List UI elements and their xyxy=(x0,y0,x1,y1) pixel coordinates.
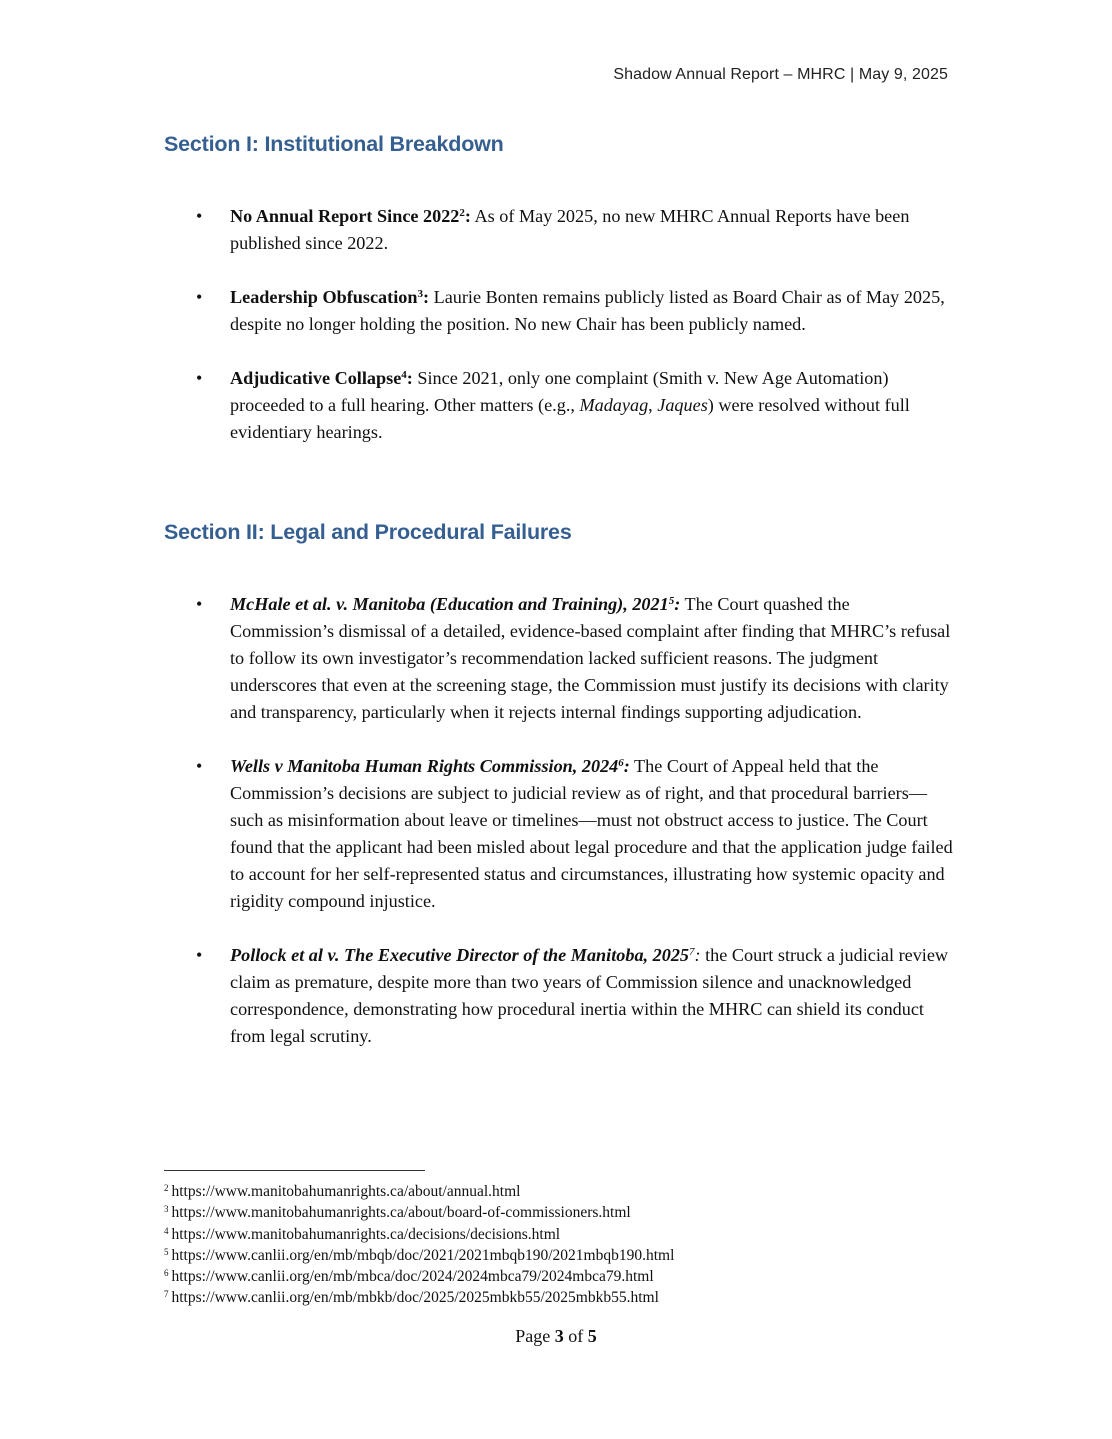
bullet-icon: • xyxy=(196,594,203,614)
bullet-icon: • xyxy=(196,206,203,226)
list-item xyxy=(196,284,956,338)
list-item xyxy=(196,591,956,726)
case-name: Madayag xyxy=(579,395,649,415)
footnote-ref[interactable]: 4 xyxy=(401,369,407,381)
footnote-link[interactable]: https://www.manitobahumanrights.ca/decisions/decisions.html xyxy=(171,1225,561,1243)
footnote-link[interactable]: https://www.manitobahumanrights.ca/about/board-of-commissioners.html xyxy=(171,1204,631,1222)
item-lead: No Annual Report Since 2022$^2$: xyxy=(230,206,471,226)
footnote-7: $^7$ https://www.canlii.org/en/mb/mbkb/doc/2025/2025mbkb55/2025mbkb55.html xyxy=(164,1289,659,1307)
footnote-link[interactable]: https://www.canlii.org/en/mb/mbca/doc/2024/2024mbca79/2024mbca79.html xyxy=(171,1268,654,1286)
item-text: The Court of Appeal held that the Commission’s decisions are subject to judicial review as of right, and that procedural barriers—such as misinformation about leave or timelines—must not obstruct access to justice. The Court found that the applicant had been misled about legal procedure and that the application judge failed to account for her self-represented status and circumstances, illustrating how systemic opacity and rigidity compound injustice. xyxy=(230,756,953,911)
footnote-3: $^3$ https://www.manitobahumanrights.ca/about/board-of-commissioners.html xyxy=(164,1204,631,1222)
footnote-link[interactable]: https://www.canlii.org/en/mb/mbkb/doc/2025/2025mbkb55/2025mbkb55.html xyxy=(171,1289,659,1307)
page-number: Page 3 of 5 xyxy=(515,1326,597,1346)
case-name: Jaques xyxy=(657,395,708,415)
list-item: • Pollock et al v. The Executive Director of the Manitoba, 2025$^7$: the Court struck a judicial review claim as premature, despite more than two years of Commission silence and unacknowledged correspondence, demonstrating how procedural inertia within the MHRC can shield its conduct from legal scrutiny. xyxy=(196,942,956,1050)
bullet-icon: • xyxy=(196,756,203,776)
item-text: As of May 2025, no new MHRC Annual Reports have been published since 2022. xyxy=(230,206,910,253)
footnote-6: $^6$ https://www.canlii.org/en/mb/mbca/doc/2024/2024mbca79/2024mbca79.html xyxy=(164,1268,654,1286)
footnote-ref[interactable]: 7 xyxy=(689,946,695,958)
footnote-ref[interactable]: 3 xyxy=(417,288,423,300)
item-lead: Adjudicative Collapse$^4$: xyxy=(230,368,413,388)
footnote-2: $^2$ https://www.manitobahumanrights.ca/about/annual.html xyxy=(164,1183,521,1200)
bullet-icon: • xyxy=(196,287,203,307)
footnote-link[interactable]: https://www.canlii.org/en/mb/mbqb/doc/2021/2021mbqb190/2021mbqb190.html xyxy=(171,1246,675,1264)
section-1-title: Section I: Institutional Breakdown xyxy=(164,132,504,156)
section-1-list xyxy=(196,203,956,446)
item-lead: Leadership Obfuscation$^3$: xyxy=(230,287,430,307)
item-text: Laurie Bonten remains publicly listed as Board Chair as of May 2025, despite no longer holding the position. No new Chair has been publicly named. xyxy=(230,287,945,334)
section-2-title: Section II: Legal and Procedural Failures xyxy=(164,520,572,544)
footnote-ref[interactable]: 6 xyxy=(618,757,624,769)
footnote-separator xyxy=(164,1170,425,1171)
running-header: Shadow Annual Report – MHRC | May 9, 2025 xyxy=(613,66,948,83)
footnotes xyxy=(164,1181,674,1309)
case-citation: Pollock et al v. The Executive Director of the Manitoba, 2025 xyxy=(230,945,690,965)
bullet-icon: • xyxy=(196,368,203,388)
bullet-icon: • xyxy=(196,945,203,965)
item-text: the Court struck a judicial review claim as premature, despite more than two years of Commission silence and unacknowledged correspondence, demonstrating how procedural inertia within the MHRC can shield its conduct from legal scrutiny. xyxy=(230,945,949,1046)
section-2-list xyxy=(196,591,956,1050)
list-item xyxy=(196,203,956,257)
footnote-4: $^4$ https://www.manitobahumanrights.ca/decisions/decisions.html xyxy=(164,1225,561,1243)
case-citation: Wells v Manitoba Human Rights Commission, 2024$^6$: xyxy=(230,756,630,776)
list-item xyxy=(196,753,956,915)
item-text: The Court quashed the Commission’s dismissal of a detailed, evidence-based complaint after finding that MHRC’s refusal to follow its own investigator’s recommendation lacked sufficient reasons. The judgment underscores that even at the screening stage, the Commission must justify its decisions with clarity and transparency, particularly when it rejects internal findings supporting adjudication. xyxy=(230,594,951,722)
list-item: • Adjudicative Collapse$^4$: Since 2021, only one complaint (Smith v. New Age Automation) proceeded to a full hearing. Other matters (e.g., Madayag, Jaques) were resolved without full evidentiary hearings. xyxy=(196,365,956,446)
footnote-ref[interactable]: 2 xyxy=(459,207,465,219)
footnote-5: $^5$ https://www.canlii.org/en/mb/mbqb/doc/2021/2021mbqb190/2021mbqb190.html xyxy=(164,1246,675,1264)
item-text: Since 2021, only one complaint (Smith v. New Age Automation) proceeded to a full hearing. Other matters (e.g., xyxy=(230,368,889,415)
case-citation: McHale et al. v. Manitoba (Education and Training), 2021$^5$: xyxy=(230,594,681,614)
footnote-link[interactable]: https://www.manitobahumanrights.ca/about/annual.html xyxy=(171,1183,521,1200)
footnote-ref[interactable]: 5 xyxy=(668,595,675,607)
